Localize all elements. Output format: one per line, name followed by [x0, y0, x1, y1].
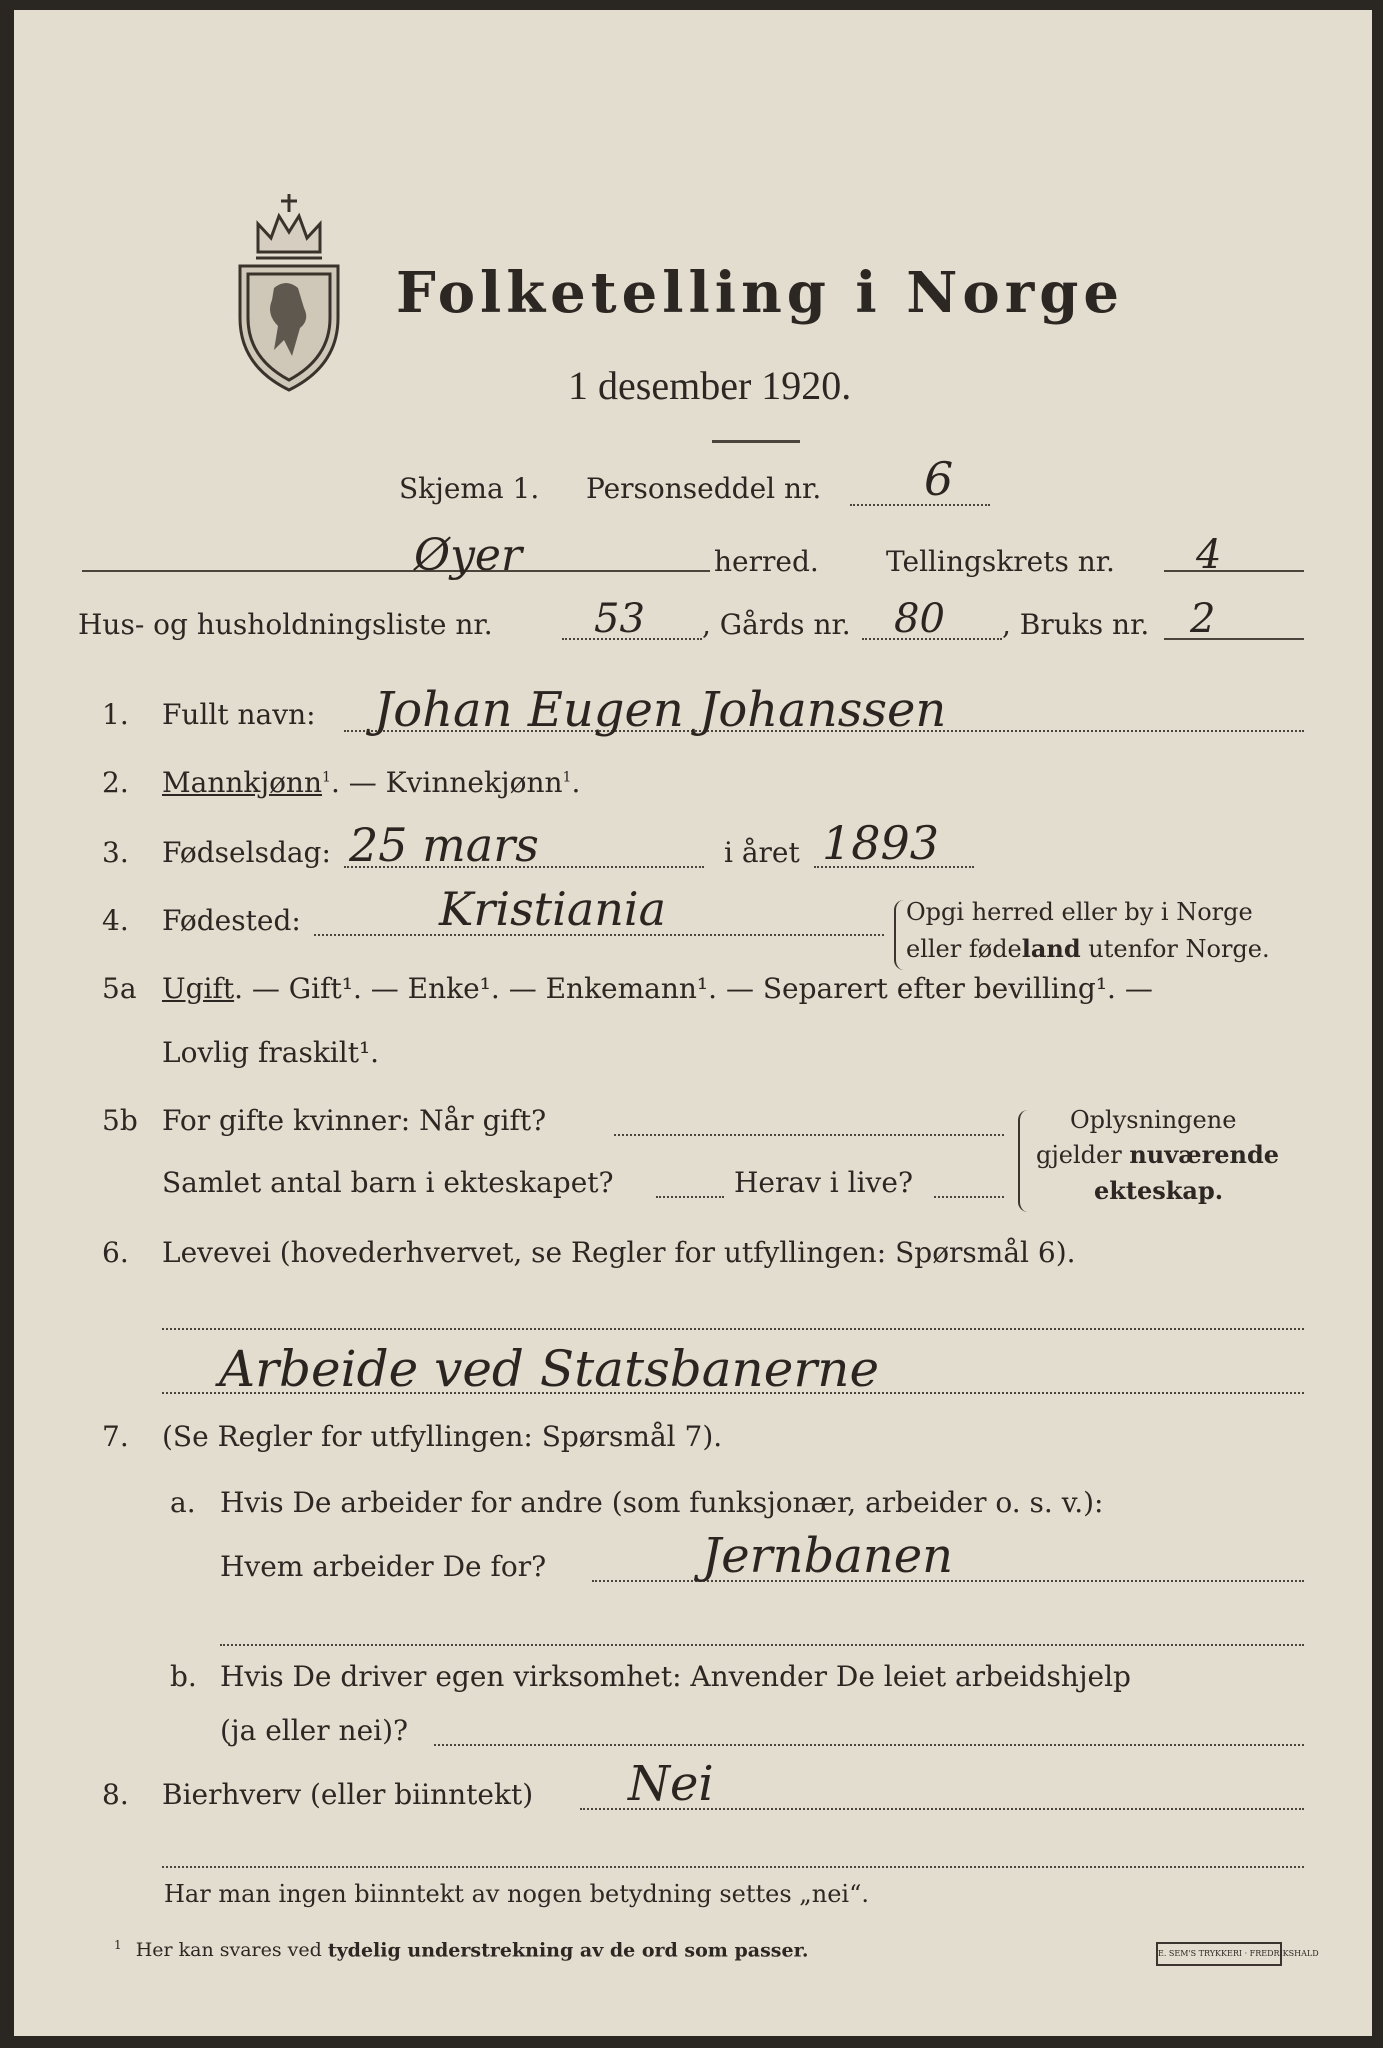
q5a-marital-options — [162, 972, 1153, 1005]
footnote-text-b: tydelig understrekning av de ord som passer. — [327, 1939, 809, 1962]
q2-number: 2. — [102, 766, 129, 799]
q2-gender-options — [162, 766, 580, 799]
q5b-note3: ekteskap. — [1094, 1176, 1224, 1205]
tellingskrets-label: Tellingskrets nr. — [886, 545, 1115, 578]
herred-field-line — [82, 570, 710, 572]
full-name-value: Johan Eugen Johanssen — [374, 682, 947, 738]
bruks-value: 2 — [1190, 596, 1216, 642]
coat-of-arms-icon — [234, 190, 344, 395]
marital-other-options: . — Gift¹. — Enke¹. — Enkemann¹. — Separert efter bevilling¹. — — [234, 972, 1153, 1005]
title-divider — [712, 440, 800, 443]
personseddel-field-line — [850, 504, 990, 506]
q4-note-line2-c: utenfor Norge. — [1080, 935, 1270, 963]
personseddel-value: 6 — [924, 452, 954, 506]
q5a-line2: Lovlig fraskilt¹. — [162, 1036, 380, 1069]
q5a-number: 5a — [102, 972, 137, 1005]
gender-end: . — [571, 766, 581, 799]
husholdningsliste-value: 53 — [594, 596, 645, 642]
q6-label: Levevei (hovederhvervet, se Regler for utfyllingen: Spørsmål 6). — [162, 1236, 1076, 1269]
q5b-note-brace — [1018, 1110, 1030, 1212]
personseddel-label: Personseddel nr. — [586, 472, 822, 505]
q7b-number: b. — [170, 1660, 197, 1693]
gards-label: , Gårds nr. — [702, 608, 851, 641]
employer-value: Jernbanen — [702, 1528, 954, 1584]
skjema-label: Skjema 1. — [399, 472, 540, 505]
q5b-note2-b: nuværende — [1129, 1140, 1280, 1169]
q3-number: 3. — [102, 836, 129, 869]
q5b-line2b: Herav i live? — [734, 1166, 913, 1199]
birth-year-value: 1893 — [822, 816, 940, 870]
side-income-value: Nei — [628, 1756, 714, 1812]
q8-number: 8. — [102, 1778, 129, 1811]
q4-note-line1: Opgi herred eller by i Norge — [906, 898, 1253, 926]
q7b-line1: Hvis De driver egen virksomhet: Anvender De leiet arbeidshjelp — [220, 1660, 1131, 1693]
footnote — [114, 1938, 808, 1961]
q5b-married-field-line — [614, 1134, 1004, 1136]
q4-label: Fødested: — [162, 904, 301, 937]
q1-number: 1. — [102, 698, 129, 731]
occupation-value: Arbeide ved Statsbanerne — [219, 1340, 880, 1398]
q4-note-brace — [894, 900, 904, 970]
q7a-line2: Hvem arbeider De for? — [220, 1550, 547, 1583]
q5b-line1: For gifte kvinner: Når gift? — [162, 1104, 547, 1137]
q6-number: 6. — [102, 1236, 129, 1269]
bruks-label: , Bruks nr. — [1002, 608, 1150, 641]
footnote-text-a: Her kan svares ved — [135, 1939, 328, 1962]
q5b-note2 — [1036, 1140, 1279, 1169]
census-form-page — [14, 10, 1372, 2036]
gender-mann-option: Mannkjønn — [162, 766, 323, 799]
gender-kvinne-option: Kvinnekjønn — [385, 766, 563, 799]
q7a-number: a. — [170, 1486, 196, 1519]
q3-label: Fødselsdag: — [162, 836, 331, 869]
gender-separator: . — — [330, 766, 386, 799]
q5b-line2a: Samlet antal barn i ekteskapet? — [162, 1166, 614, 1199]
footnote-marker: 1 — [114, 1938, 122, 1952]
birth-day-value: 25 mars — [349, 818, 539, 872]
form-title: Folketelling i Norge — [396, 260, 1125, 326]
gender-mann-footnote: 1 — [322, 769, 331, 786]
q5b-children-field-line — [656, 1196, 724, 1198]
printer-mark — [1156, 1942, 1319, 1966]
q4-note-line2-b: land — [1021, 934, 1081, 963]
herred-value: Øyer — [414, 530, 523, 581]
gards-value: 80 — [894, 596, 945, 642]
q3-year-label: i året — [724, 836, 800, 869]
herred-label: herred. — [714, 545, 819, 578]
footer-note: Har man ingen biinntekt av nogen betydning settes „nei“. — [164, 1880, 869, 1908]
q5b-alive-field-line — [934, 1196, 1004, 1198]
q7a-field-line-2 — [220, 1644, 1304, 1646]
q7b-line2: (ja eller nei)? — [220, 1714, 409, 1747]
q5b-number: 5b — [102, 1104, 138, 1137]
q1-label: Fullt navn: — [162, 698, 316, 731]
bruks-field-line — [1164, 638, 1304, 640]
marital-ugift-option: Ugift — [162, 972, 235, 1005]
q7a-line1: Hvis De arbeider for andre (som funksjonær, arbeider o. s. v.): — [220, 1486, 1104, 1519]
tellingskrets-field-line — [1164, 570, 1304, 572]
husholdningsliste-label: Hus- og husholdningsliste nr. — [78, 608, 493, 641]
q7-number: 7. — [102, 1420, 129, 1453]
birthplace-value: Kristiania — [439, 882, 667, 936]
printer-mark-text: E. SEM'S TRYKKERI · FREDRIKSHALD — [1158, 1949, 1319, 1958]
q5b-note1: Oplysningene — [1070, 1106, 1237, 1134]
q4-note-line2-a: eller føde — [906, 935, 1022, 963]
q7b-field-line — [434, 1744, 1304, 1746]
q5b-note2-a: gjelder — [1036, 1141, 1130, 1169]
q7-label: (Se Regler for utfyllingen: Spørsmål 7). — [162, 1420, 723, 1453]
tellingskrets-value: 4 — [1196, 532, 1222, 578]
census-date: 1 desember 1920. — [568, 363, 852, 408]
q8-label: Bierhverv (eller biinntekt) — [162, 1778, 534, 1811]
q8-field-line-2 — [162, 1866, 1304, 1868]
gender-kvinne-footnote: 1 — [562, 769, 572, 786]
q4-number: 4. — [102, 904, 129, 937]
q6-field-line-1 — [162, 1328, 1304, 1330]
q4-note-line2 — [906, 934, 1270, 963]
